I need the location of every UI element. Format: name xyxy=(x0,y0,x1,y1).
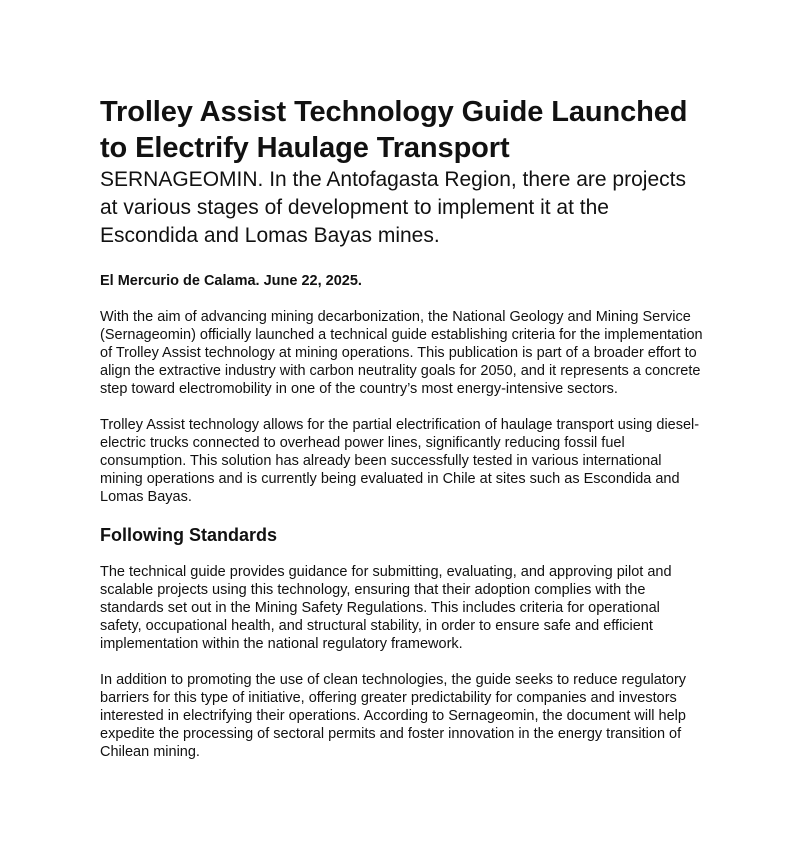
section-heading: Following Standards xyxy=(100,525,278,545)
section-paragraph: In addition to promoting the use of clean technologies, the guide seeks to reduce regulatory barriers for this type of initiative, offering greater predictability for companies and investors interested in electrifying their operations. According to Sernageomin, the document will help expedite the processing of sectoral permits and foster innovation in the energy transition of Chilean mining. xyxy=(100,672,687,760)
byline: El Mercurio de Calama. June 22, 2025. xyxy=(100,273,362,289)
body-paragraph: With the aim of advancing mining decarbonization, the National Geology and Mining Service (Sernageomin) officially launched a technical guide establishing criteria for the implementation of Trolley Assist technology at mining operations. This publication is part of a broader effort to align the extractive industry with carbon neutrality goals for 2050, and it represents a concrete step toward electromobility in one of the country’s most energy-intensive sectors. xyxy=(100,309,703,397)
body-paragraph: Trolley Assist technology allows for the partial electrification of haulage transport using diesel-electric trucks connected to overhead power lines, significantly reducing fossil fuel consumption. This solution has already been successfully tested in various international mining operations and is currently being evaluated in Chile at sites such as Escondida and Lomas Bayas. xyxy=(100,417,700,505)
section-paragraph: The technical guide provides guidance for submitting, evaluating, and approving pilot and scalable projects using this technology, ensuring that their adoption complies with the standards set out in the Mining Safety Regulations. This includes criteria for operational safety, occupational health, and structural stability, in order to ensure safe and efficient implementation within the national regulatory framework. xyxy=(100,564,672,652)
headline: Trolley Assist Technology Guide Launched to Electrify Haulage Transport xyxy=(100,96,688,164)
subheadline: SERNAGEOMIN. In the Antofagasta Region, there are projects at various stages of development to implement it at the Escondida and Lomas Bayas mines. xyxy=(100,168,686,247)
